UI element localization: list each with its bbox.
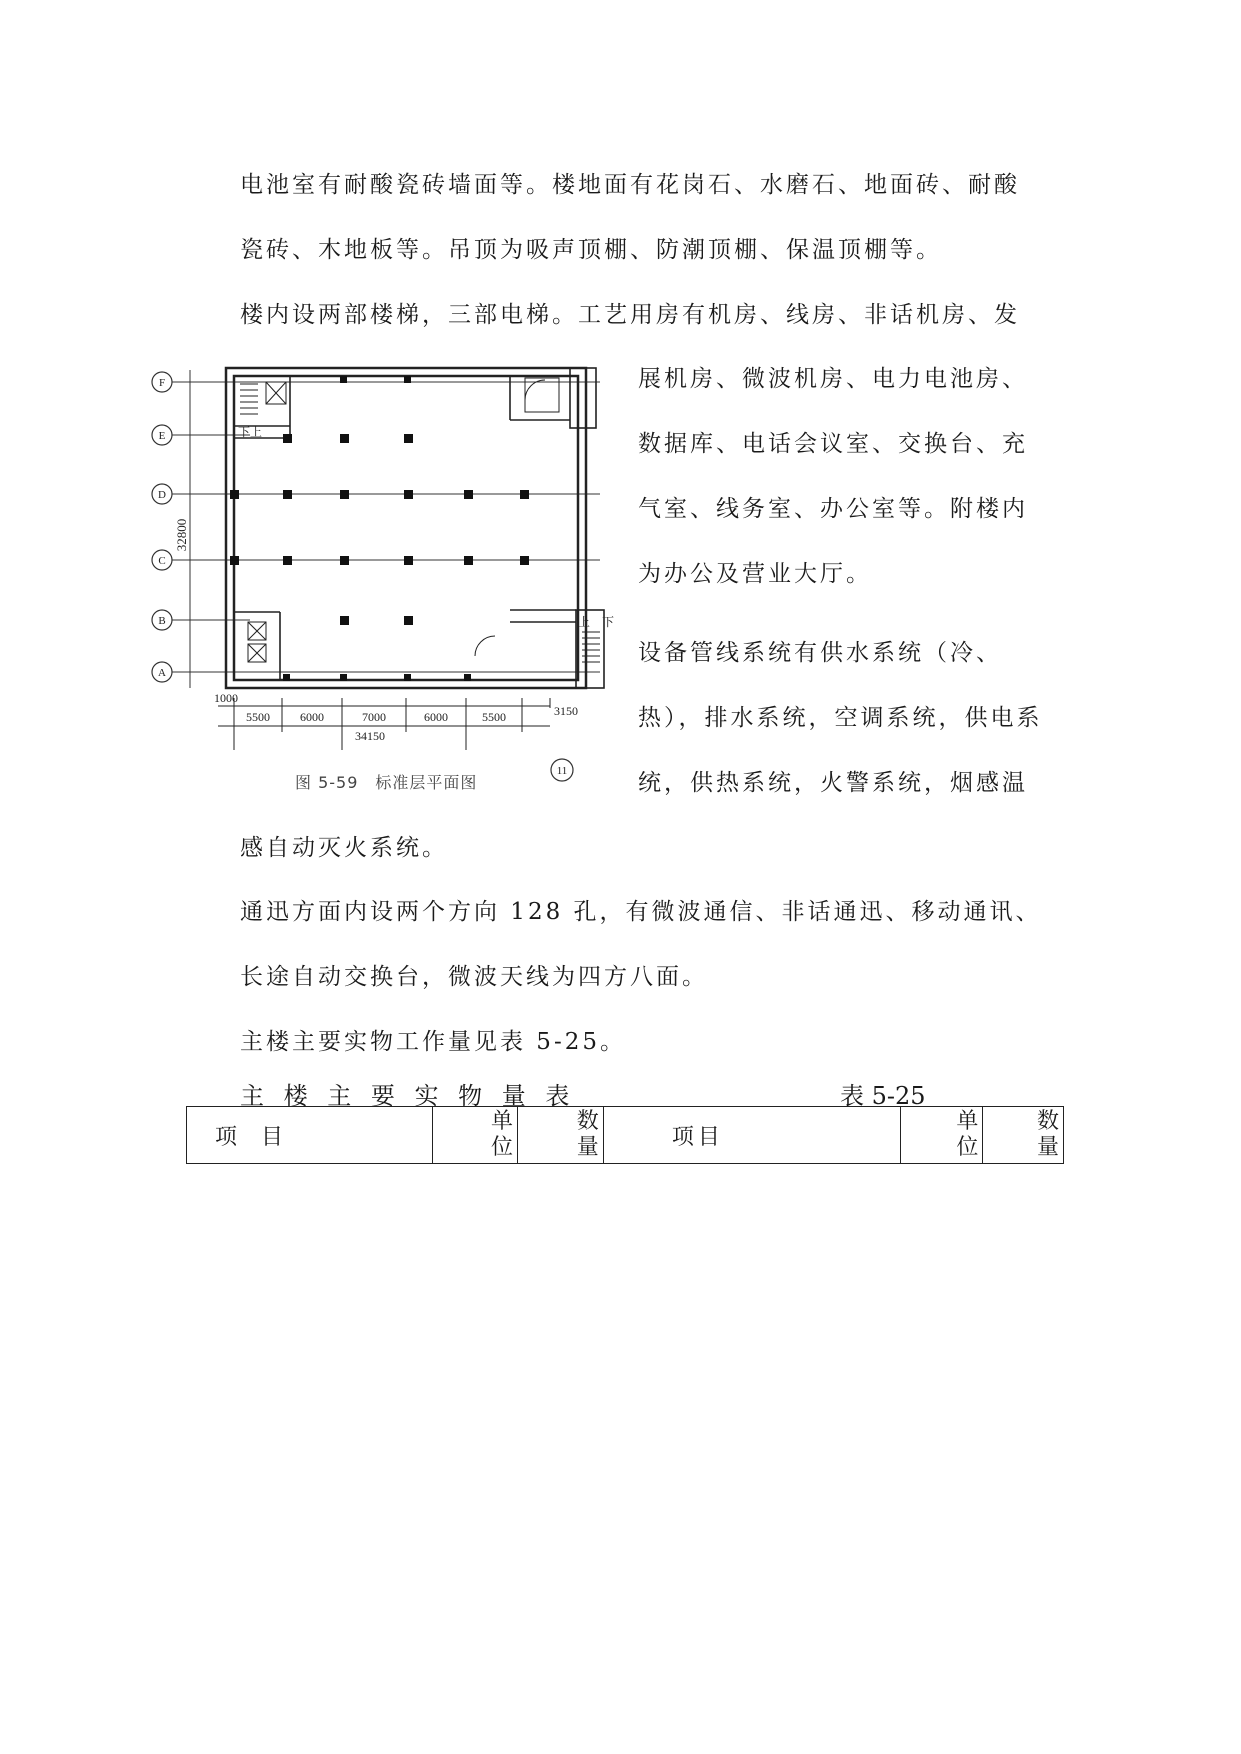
table-header-row	[187, 1107, 1064, 1164]
header-item: 项目	[187, 1107, 433, 1164]
floor-plan-drawing	[130, 360, 615, 800]
header-quantity-2	[983, 1107, 1064, 1164]
paragraph-line: 热），排水系统，空调系统，供电系	[638, 705, 1043, 731]
axis-label: C	[158, 555, 166, 567]
paragraph-line: 气室、线务室、办公室等。附楼内	[638, 496, 1028, 522]
paragraph-line: 展机房、微波机房、电力电池房、	[638, 366, 1028, 392]
header-quantity-2-bottom: 量	[1036, 1135, 1059, 1160]
header-quantity-2-top: 数	[1036, 1109, 1059, 1134]
table-title: 主 楼 主 要 实 物 量 表	[240, 1082, 576, 1110]
axis-label: F	[158, 377, 166, 389]
axis-label: 11	[556, 765, 568, 777]
header-unit-2-top: 单	[956, 1109, 979, 1134]
dimension-label: 5500	[482, 710, 506, 724]
header-unit-2-bottom: 位	[956, 1135, 979, 1160]
dimension-label: 34150	[355, 729, 385, 743]
header-unit-2	[901, 1107, 983, 1164]
header-item-2: 项目	[603, 1107, 900, 1164]
paragraph-line: 统，供热系统，火警系统，烟感温	[638, 770, 1028, 796]
paragraph-line: 为办公及营业大厅。	[638, 561, 872, 587]
axis-label: A	[158, 667, 166, 679]
stair-label: 上 下	[578, 615, 615, 629]
dimension-label: 6000	[300, 710, 324, 724]
paragraph-line: 设备管线系统有供水系统（冷、	[638, 640, 1002, 666]
paragraph-line: 主楼主要实物工作量见表 5-25。	[240, 1029, 626, 1055]
paragraph-line: 楼内设两部楼梯，三部电梯。工艺用房有机房、线房、非话机房、发	[240, 302, 1020, 328]
axis-label: B	[158, 615, 166, 627]
paragraph-line: 感自动灭火系统。	[240, 835, 448, 861]
header-unit-top: 单	[491, 1109, 514, 1134]
header-quantity	[518, 1107, 604, 1164]
dimension-label: 3150	[554, 704, 578, 718]
paragraph-line: 长途自动交换台，微波天线为四方八面。	[240, 964, 708, 990]
stair-label: 下上	[238, 425, 263, 439]
height-dimension: 32800	[174, 518, 189, 552]
header-quantity-bottom: 量	[576, 1135, 599, 1160]
axis-label: E	[158, 430, 166, 442]
paragraph-line: 通迅方面内设两个方向 128 孔，有微波通信、非话通迅、移动通讯、	[240, 899, 1042, 925]
header-quantity-top: 数	[576, 1109, 599, 1134]
figure-caption: 图 5-59 标准层平面图	[295, 773, 478, 792]
dimension-label: 5500	[246, 710, 270, 724]
quantity-table	[186, 1106, 1064, 1164]
dimension-label: 6000	[424, 710, 448, 724]
table-number: 表 5-25	[840, 1082, 926, 1110]
axis-label: D	[158, 489, 166, 501]
header-unit-bottom: 位	[491, 1135, 514, 1160]
dimension-label: 7000	[362, 710, 386, 724]
header-unit	[433, 1107, 518, 1164]
paragraph-line: 电池室有耐酸瓷砖墙面等。楼地面有花岗石、水磨石、地面砖、耐酸	[240, 172, 1020, 198]
paragraph-line: 数据库、电话会议室、交换台、充	[638, 431, 1028, 457]
floor-plan-figure	[130, 360, 615, 800]
paragraph-line: 瓷砖、木地板等。吊顶为吸声顶棚、防潮顶棚、保温顶棚等。	[240, 237, 942, 263]
dimension-label: 1000	[214, 691, 238, 705]
